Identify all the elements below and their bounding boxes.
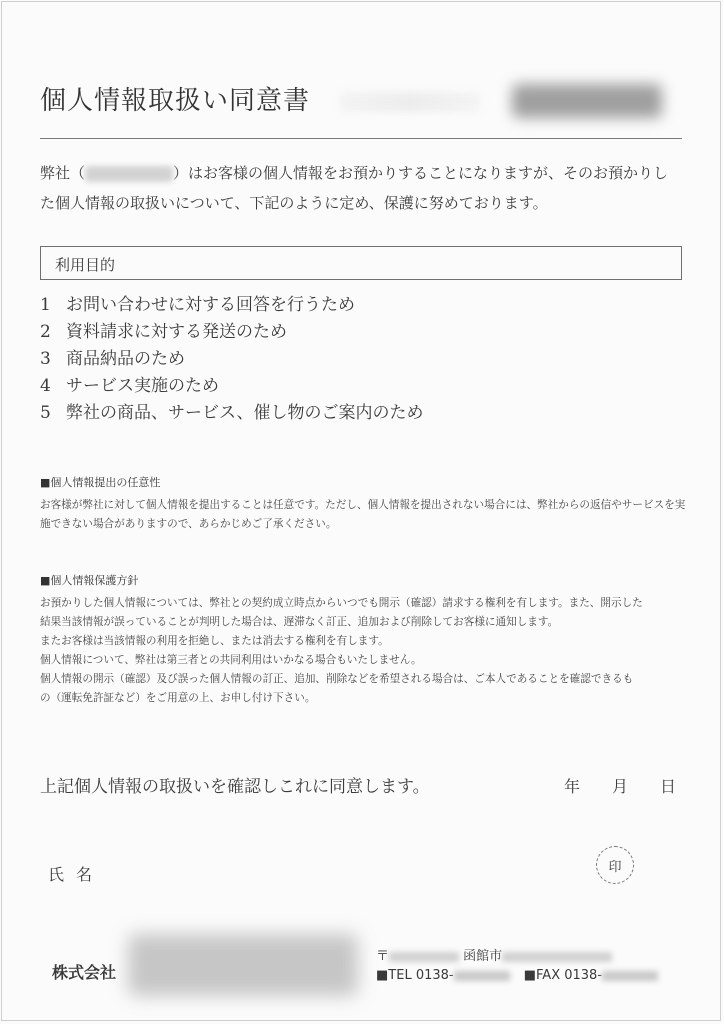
redacted-subtitle <box>340 92 480 112</box>
seal-stamp-area[interactable]: 印 <box>596 846 634 884</box>
protection-line: 個人情報の開示（確認）及び誤った個人情報の訂正、追加、削除などを希望される場合は、ご本人であることを確認できるも <box>40 673 634 685</box>
intro-prefix: 弊社（ <box>40 164 86 182</box>
protection-section <box>40 572 690 708</box>
intro-paragraph <box>40 158 680 218</box>
purpose-item <box>40 292 680 319</box>
purpose-label: 利用目的 <box>55 256 116 274</box>
protection-line: お預かりした個人情報については、弊社との契約成立時点からいつでも開示（確認）請求する権利を有します。また、開示した <box>40 597 643 609</box>
redacted-company-name-footer <box>128 934 358 996</box>
purpose-item <box>40 400 680 427</box>
protection-line: の（運転免許証など）をご用意の上、お申し付け下さい。 <box>40 692 316 704</box>
protection-body <box>40 594 690 708</box>
date-year-field[interactable]: 年 <box>564 777 581 796</box>
voluntary-heading: ■個人情報提出の任意性 <box>40 476 161 489</box>
voluntary-section <box>40 474 690 534</box>
redacted-logo <box>512 84 662 118</box>
protection-line: 個人情報について、弊社は第三者との共同利用はいかなる場合もいたしません。 <box>40 654 422 666</box>
voluntary-body: お客様が弊社に対して個人情報を提出することは任意です。ただし、個人情報を提出されない場合には、弊社からの返信やサービスを実施できない場合がありますので、あらかじめご了承ください。 <box>40 499 686 530</box>
contact-line <box>376 968 658 983</box>
redacted-company-name <box>85 166 173 182</box>
purpose-list <box>40 292 680 427</box>
redacted-postal-code <box>389 952 459 962</box>
redacted-tel-number <box>454 971 510 981</box>
address-line <box>376 945 612 964</box>
postal-mark: 〒 <box>376 949 390 964</box>
date-day-field[interactable]: 日 <box>660 777 677 796</box>
name-field-label[interactable]: 氏名 <box>48 865 105 884</box>
purpose-item <box>40 346 680 373</box>
purpose-text: 資料請求に対する発送のため <box>66 322 287 342</box>
purpose-text: 商品納品のため <box>66 349 185 369</box>
purpose-num: 4 <box>40 376 51 396</box>
purpose-text: 弊社の商品、サービス、催し物のご案内のため <box>66 403 424 423</box>
purpose-num: 3 <box>40 349 51 369</box>
purpose-num: 5 <box>40 403 51 423</box>
purpose-num: 2 <box>40 322 51 342</box>
city-name: 函館市 <box>463 949 503 964</box>
purpose-item <box>40 319 680 346</box>
purpose-item <box>40 373 680 400</box>
purpose-text: お問い合わせに対する回答を行うため <box>66 295 355 315</box>
redacted-street-address <box>502 952 612 962</box>
company-label: 株式会社 <box>52 963 117 982</box>
consent-statement: 上記個人情報の取扱いを確認しこれに同意します。 <box>40 777 430 797</box>
redacted-fax-number <box>602 971 658 981</box>
document-title: 個人情報取扱い同意書 <box>40 86 311 116</box>
protection-line: 結果当該情報が誤っていることが判明した場合は、遅滞なく訂正、追加および削除してお客様に通知します。 <box>40 616 559 628</box>
title-rule <box>40 138 682 139</box>
purpose-box <box>40 246 682 280</box>
tel-label: ■TEL 0138- <box>376 968 454 983</box>
date-month-field[interactable]: 月 <box>612 777 629 796</box>
protection-line: またお客様は当該情報の利用を拒絶し、または消去する権利を有します。 <box>40 635 389 647</box>
purpose-num: 1 <box>40 295 51 315</box>
fax-label: ■FAX 0138- <box>523 968 603 983</box>
protection-heading: ■個人情報保護方針 <box>40 574 139 587</box>
purpose-text: サービス実施のため <box>66 376 219 396</box>
intro-text: ）はお客様の個人情報をお預かりすることになりますが、そのお預かりした個人情報の取扱いについて、下記のように定め、保護に努めております。 <box>40 164 669 212</box>
